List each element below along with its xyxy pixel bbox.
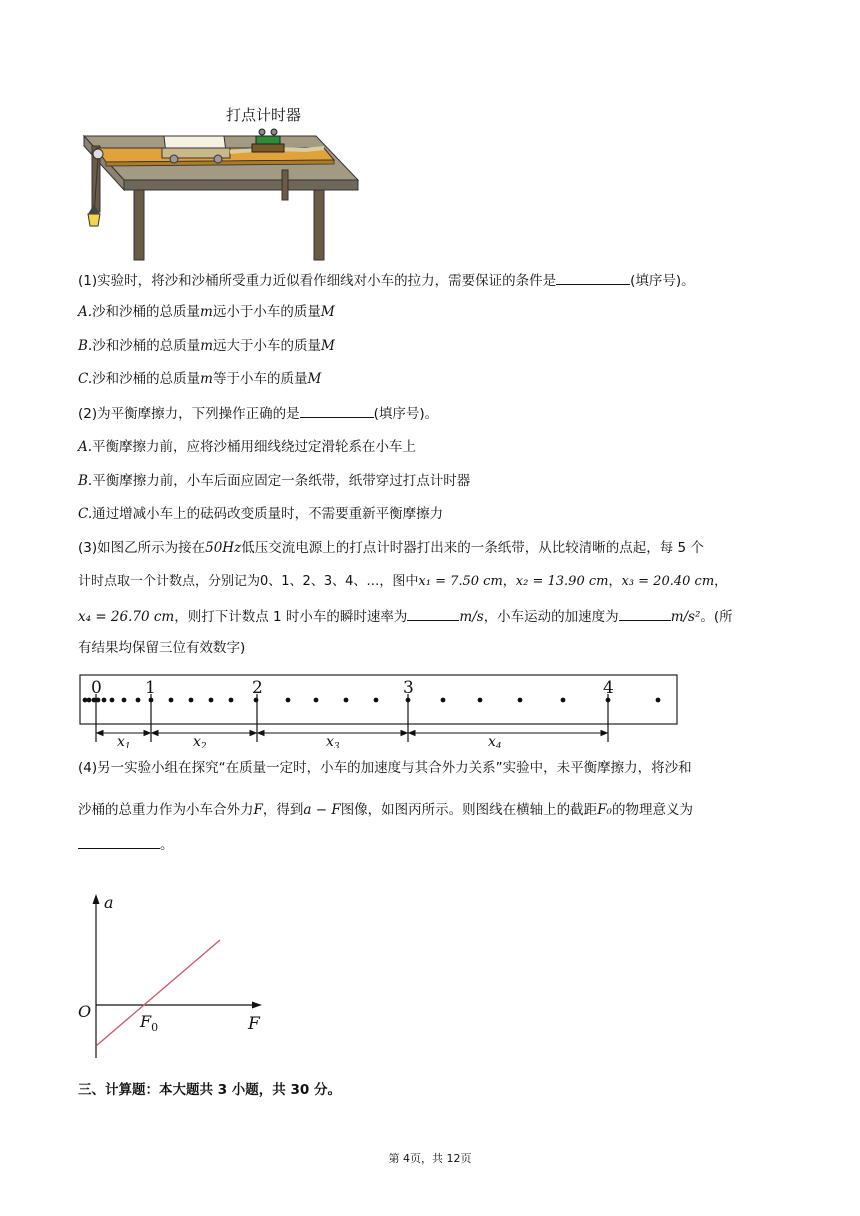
q4-line3	[78, 834, 174, 855]
q3-sep: ，	[608, 574, 622, 589]
q3-line3	[78, 606, 733, 627]
q3-text: (3)如图乙所示为接在	[78, 540, 206, 556]
intercept-label-sub: 0	[151, 1021, 159, 1034]
intercept-label-main: F	[140, 1012, 152, 1031]
intercept-label	[139, 1012, 158, 1034]
option-text: 沙和沙桶的总质量	[92, 371, 201, 387]
q4-text: 的物理意义为	[611, 802, 693, 818]
page-footer: 第 4页，共 12页	[388, 1152, 472, 1165]
q3-text: 计时点取一个计数点，分别记为	[78, 574, 261, 589]
q3-x2: x₂ = 13.90 cm	[515, 574, 609, 589]
option-text: 沙和沙桶的总质量	[92, 304, 201, 320]
q4-text: ，得到	[262, 802, 304, 818]
var-m: m	[200, 304, 213, 320]
q2-answer-blank[interactable]	[300, 403, 374, 418]
q2-stem-suffix: (填序号)。	[373, 406, 439, 422]
q3-text: 低压交流电源上的打点计时器打出来的一条纸带，从比较清晰的点起，每	[241, 540, 674, 556]
q3-text: ，则打下计数点 1 时小车的瞬时速率为	[174, 609, 408, 625]
q2-option-c	[78, 504, 443, 524]
q1-answer-blank[interactable]	[556, 270, 630, 285]
q2-stem	[78, 403, 438, 424]
var-a-F: a − F	[303, 802, 341, 818]
option-text: 平衡摩擦力前，小车后面应固定一条纸带，纸带穿过打点计时器	[92, 473, 471, 489]
q4-text: 图像，如图丙所示。则图线在横轴上的截距	[340, 802, 598, 818]
q3-line1	[78, 538, 704, 558]
tape-label-3: 3	[403, 678, 414, 698]
q3-number: 5	[677, 540, 687, 556]
q3-unit-v: m/s	[459, 609, 484, 625]
var-M: M	[307, 371, 322, 387]
option-text: 平衡摩擦力前，应将沙桶用细线绕过定滑轮系在小车上	[92, 439, 417, 455]
option-text: 等于小车的质量	[212, 371, 308, 387]
q2-stem-text: (2)为平衡摩擦力，下列操作正确的是	[78, 406, 300, 422]
q4-text: 沙桶的总重力作为小车合外力	[78, 802, 254, 818]
var-m: m	[200, 338, 214, 354]
q3-text: ，图中	[379, 574, 419, 589]
y-axis-arrow	[93, 894, 100, 904]
figure-caption: 打点计时器	[226, 106, 302, 124]
option-text: 通过增减小车上的砝码改变质量时，不需要重新平衡摩擦力	[92, 506, 444, 522]
q4-answer-blank[interactable]	[78, 834, 160, 849]
origin-label: O	[78, 1002, 92, 1021]
q1-stem	[78, 270, 695, 291]
q3-sep: ，	[502, 574, 516, 589]
option-letter: C.	[78, 506, 93, 522]
option-letter: A.	[78, 439, 93, 455]
option-letter: B.	[78, 338, 93, 354]
tape-label-0: 0	[91, 678, 102, 698]
q3-x1: x₁ = 7.50 cm	[418, 574, 503, 589]
section-3-title: 三、计算题：本大题共 3 小题，共 30 分。	[78, 1082, 341, 1098]
var-M: M	[321, 338, 335, 354]
tape-segment-x1: $x_1$	[117, 734, 131, 748]
q3-points: 0、1、2、3、4、…	[260, 574, 380, 589]
var-m: m	[200, 371, 213, 387]
option-letter: B.	[78, 473, 93, 489]
apparatus-illustration	[76, 122, 361, 262]
q1-option-b	[78, 336, 335, 356]
q3-acceleration-blank[interactable]	[619, 606, 671, 621]
var-F: F	[253, 802, 263, 818]
q3-line2	[78, 572, 727, 592]
x-axis-label: F	[248, 1014, 260, 1034]
q2-option-a	[78, 437, 416, 457]
var-F0: F₀	[597, 802, 612, 818]
a-F-graph	[72, 890, 272, 1060]
q3-line4: 有结果均保留三位有效数字)	[78, 640, 246, 656]
q1-option-c	[78, 369, 321, 389]
q3-x4: x₄ = 26.70 cm	[78, 609, 175, 625]
q3-text: 个	[690, 540, 704, 556]
y-axis-label: a	[104, 893, 114, 912]
tape-segment-x4: $x_4$	[488, 734, 502, 748]
q3-unit-a: m/s²	[670, 609, 701, 625]
option-text: 沙和沙桶的总质量	[92, 338, 201, 354]
tape-segment-x3: $x_3$	[326, 734, 340, 748]
q3-sep: ，	[714, 574, 728, 589]
q4-text: 。	[160, 837, 174, 853]
option-letter: A.	[78, 304, 93, 320]
q3-velocity-blank[interactable]	[407, 606, 459, 621]
tape-label-2: 2	[252, 678, 263, 698]
x-axis-arrow	[252, 1002, 262, 1009]
q3-x3: x₃ = 20.40 cm	[621, 574, 715, 589]
q3-frequency: 50Hz	[205, 540, 242, 556]
tape-segment-x2: $x_2$	[193, 734, 207, 748]
paper-tape-figure	[76, 670, 686, 748]
option-text: 远小于小车的质量	[212, 304, 321, 320]
tape-label-4: 4	[603, 678, 614, 698]
q1-stem-text: (1)实验时，将沙和沙桶所受重力近似看作细线对小车的拉力，需要保证的条件是	[78, 273, 557, 289]
q1-option-a	[78, 302, 335, 322]
tape-label-1: 1	[145, 678, 156, 698]
q3-text: ，小车运动的加速度为	[483, 609, 619, 625]
q1-stem-suffix: (填序号)。	[630, 273, 695, 289]
q2-option-b	[78, 471, 470, 491]
q4-line1: (4)另一实验小组在探究“在质量一定时，小车的加速度与其合外力关系”实验中，未平衡摩擦力，将沙和	[78, 760, 692, 776]
q3-text: 。(所	[700, 609, 733, 625]
var-M: M	[320, 304, 335, 320]
option-letter: C.	[78, 371, 93, 387]
q4-line2	[78, 800, 693, 820]
option-text: 远大于小车的质量	[213, 338, 322, 354]
